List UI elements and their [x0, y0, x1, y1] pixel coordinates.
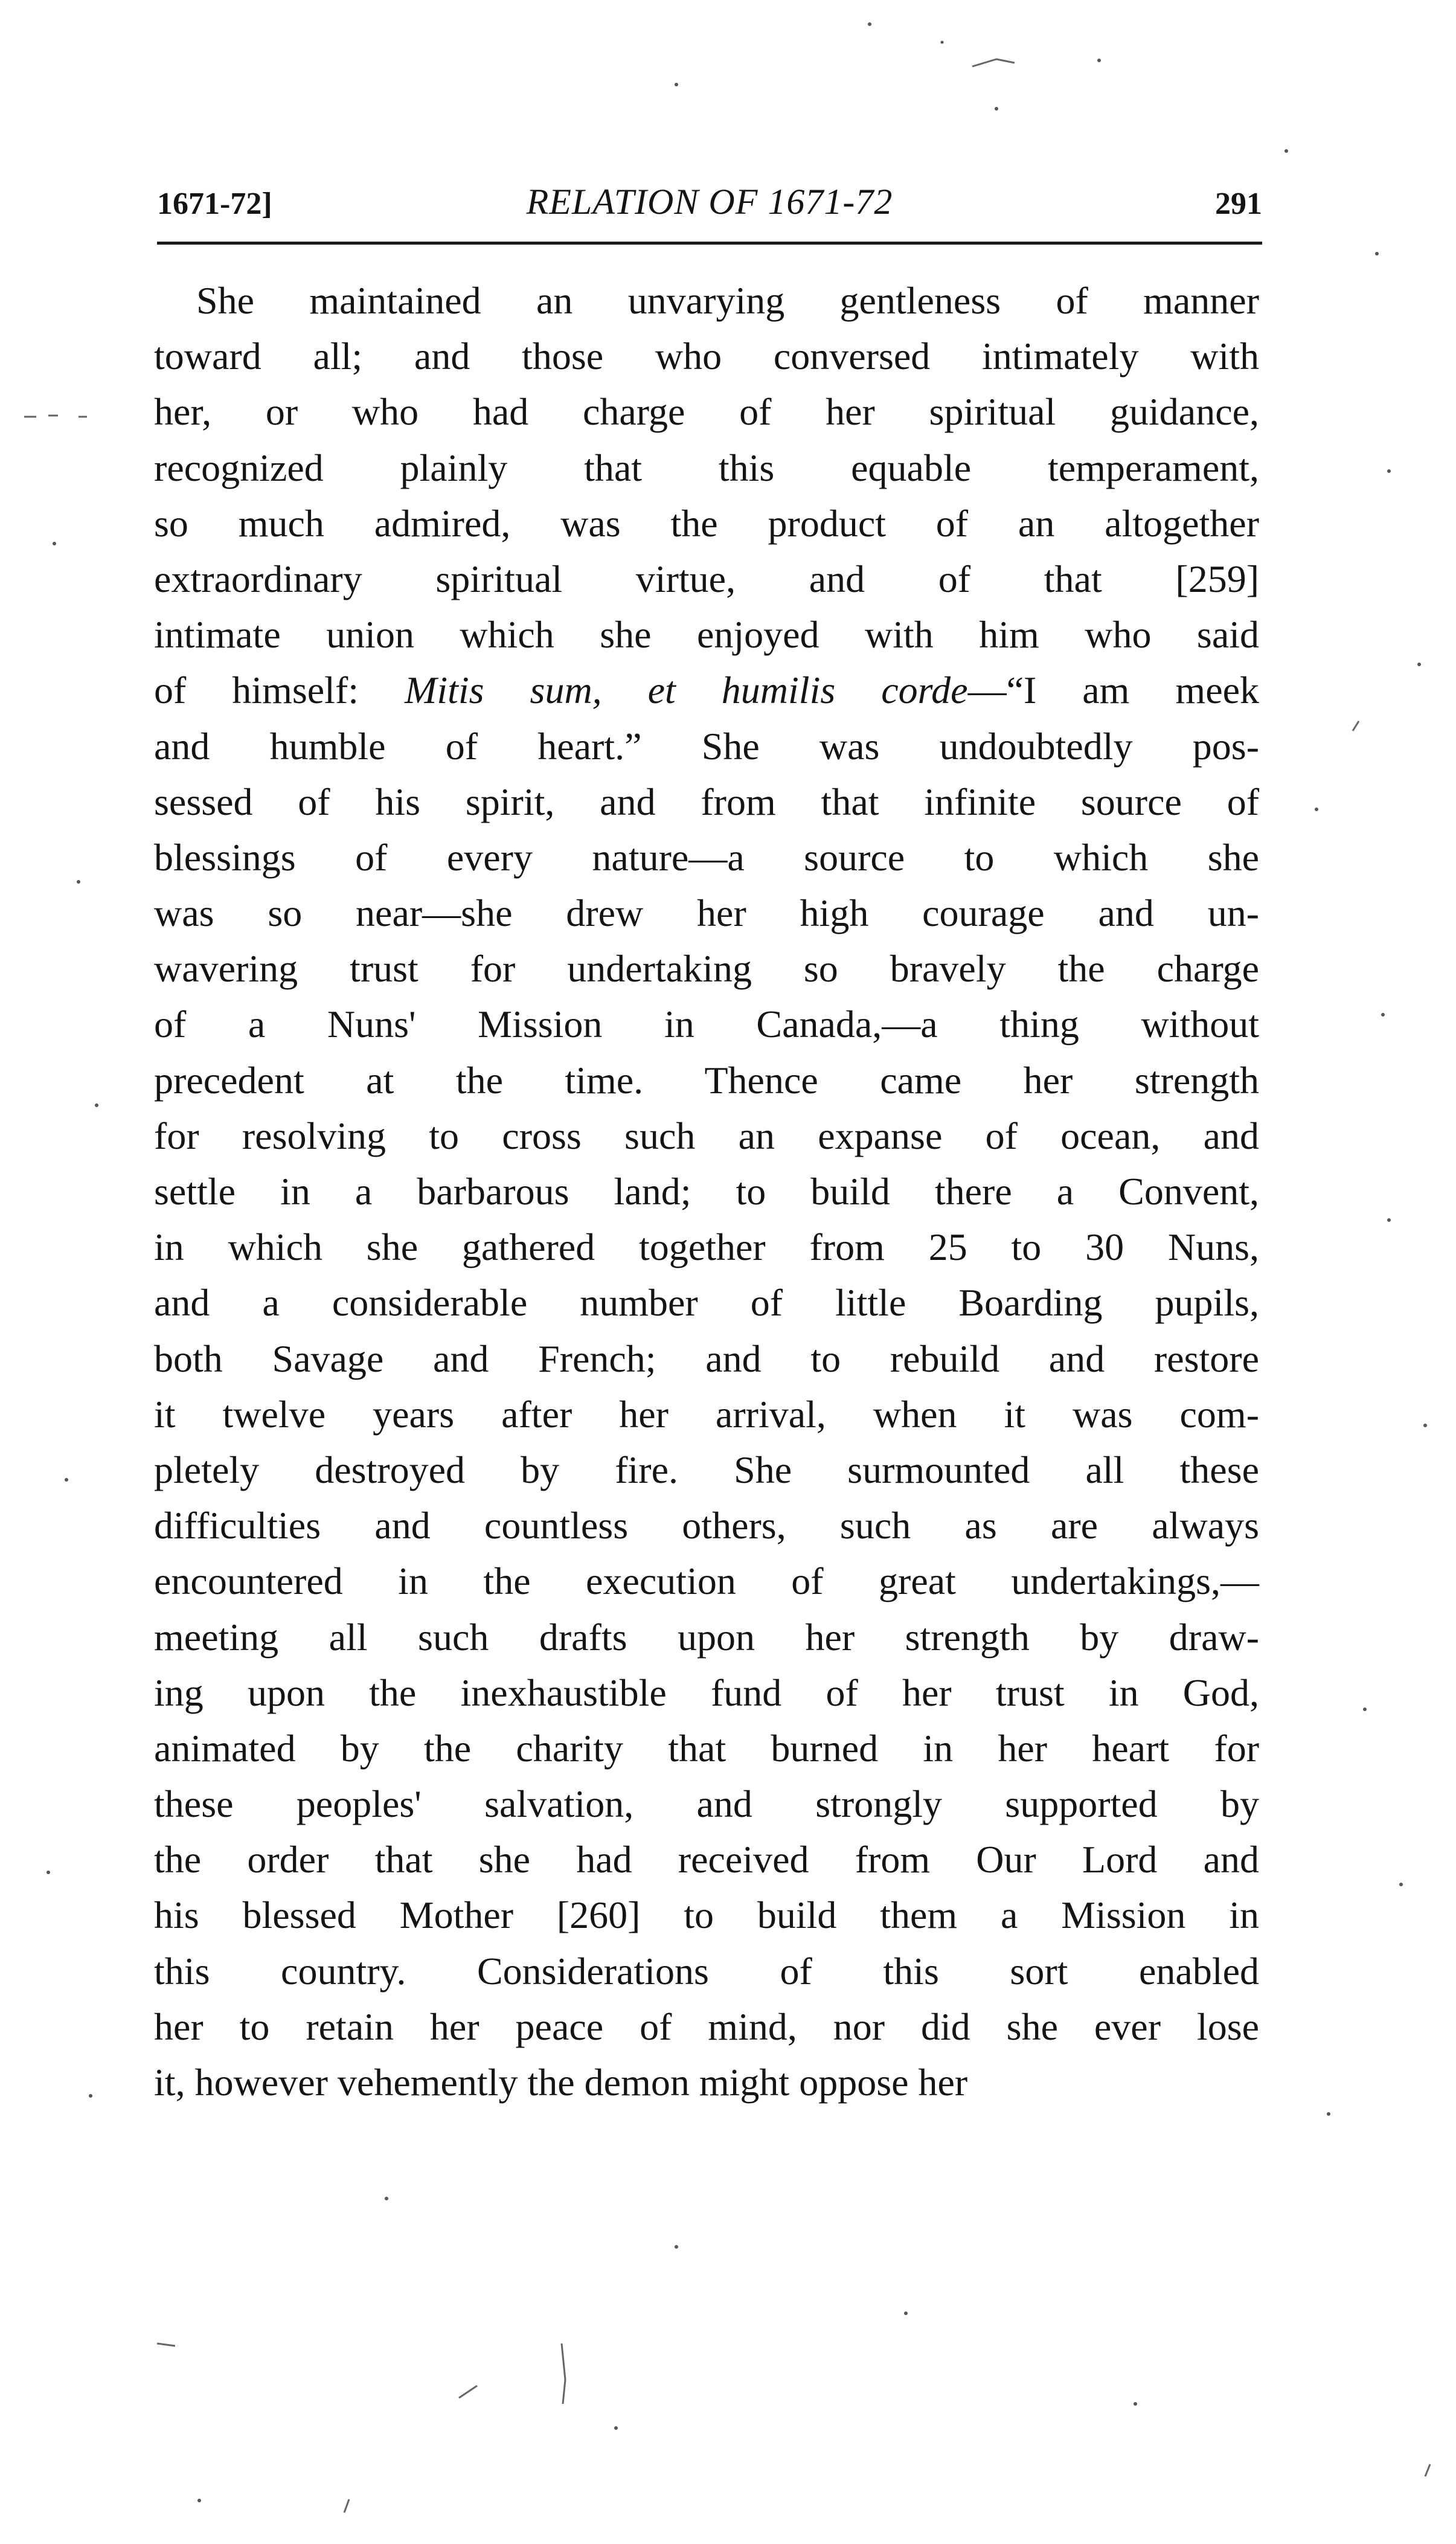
- text-line-27: animated by the charity that burned in her heart for: [154, 1726, 1259, 1770]
- text-line-3: her, or who had charge of her spiritual guidance,: [154, 390, 1259, 434]
- page-number: 291: [1215, 187, 1262, 221]
- text-line-18: in which she gathered together from 25 to 30 Nuns,: [154, 1225, 1259, 1269]
- text-line-31: this country. Considerations of this sort enabled: [154, 1949, 1259, 1993]
- body-paragraph: [154, 273, 1259, 2110]
- text-line-21: it twelve years after her arrival, when it was com-: [154, 1392, 1259, 1436]
- text-line-11: blessings of every nature—a source to which she: [154, 835, 1259, 879]
- text-line-30: his blessed Mother [260] to build them a Mission in: [154, 1894, 1259, 1937]
- text-line-20: both Savage and French; and to rebuild and restore: [154, 1337, 1259, 1380]
- text-line-22: pletely destroyed by fire. She surmounted all these: [154, 1448, 1259, 1491]
- text-line-24: encountered in the execution of great undertakings,—: [154, 1559, 1259, 1603]
- text-line-26: ing upon the inexhaustible fund of her trust in God,: [154, 1671, 1259, 1714]
- text-line-10: sessed of his spirit, and from that infinite source of: [154, 780, 1259, 823]
- text-line-17: settle in a barbarous land; to build there a Convent,: [154, 1170, 1259, 1213]
- text-line-8-end: —“I am meek: [967, 669, 1259, 712]
- text-line-23: difficulties and countless others, such as are always: [154, 1504, 1259, 1547]
- text-line-5: so much admired, was the product of an altogether: [154, 501, 1259, 545]
- text-line-6: extraordinary spiritual virtue, and of that [259]: [154, 557, 1259, 600]
- text-line-8-start: of himself:: [154, 669, 405, 712]
- text-line-7: intimate union which she enjoyed with him who said: [154, 613, 1259, 657]
- text-line-1: She maintained an unvarying gentleness of manner: [196, 279, 1259, 322]
- text-line-9: and humble of heart.” She was undoubtedly pos-: [154, 724, 1259, 768]
- text-line-13: wavering trust for undertaking so bravely the charge: [154, 947, 1259, 991]
- running-head-title: RELATION OF 1671-72: [526, 182, 893, 222]
- text-line-16: for resolving to cross such an expanse of ocean, and: [154, 1114, 1259, 1157]
- text-line-29: the order that she had received from Our Lord and: [154, 1838, 1259, 1881]
- text-line-14: of a Nuns' Mission in Canada,—a thing without: [154, 1003, 1259, 1046]
- text-line-2: toward all; and those who conversed intimately with: [154, 335, 1259, 378]
- running-head-years: 1671-72]: [157, 187, 272, 221]
- text-line-28: these peoples' salvation, and strongly supported by: [154, 1782, 1259, 1826]
- text-line-33: it, however vehemently the demon might oppose her: [154, 2061, 968, 2104]
- text-line-4: recognized plainly that this equable temperament,: [154, 446, 1259, 489]
- running-head: [157, 175, 1262, 230]
- text-line-19: and a considerable number of little Boarding pupils,: [154, 1281, 1259, 1325]
- text-line-12: was so near—she drew her high courage and un-: [154, 891, 1259, 935]
- text-line-25: meeting all such drafts upon her strength by draw-: [154, 1615, 1259, 1659]
- text-line-15: precedent at the time. Thence came her strength: [154, 1058, 1259, 1102]
- latin-quotation: Mitis sum, et humilis corde: [405, 669, 968, 712]
- text-line-8: [154, 663, 1259, 718]
- header-rule: [157, 242, 1262, 245]
- text-line-32: her to retain her peace of mind, nor did she ever lose: [154, 2005, 1259, 2048]
